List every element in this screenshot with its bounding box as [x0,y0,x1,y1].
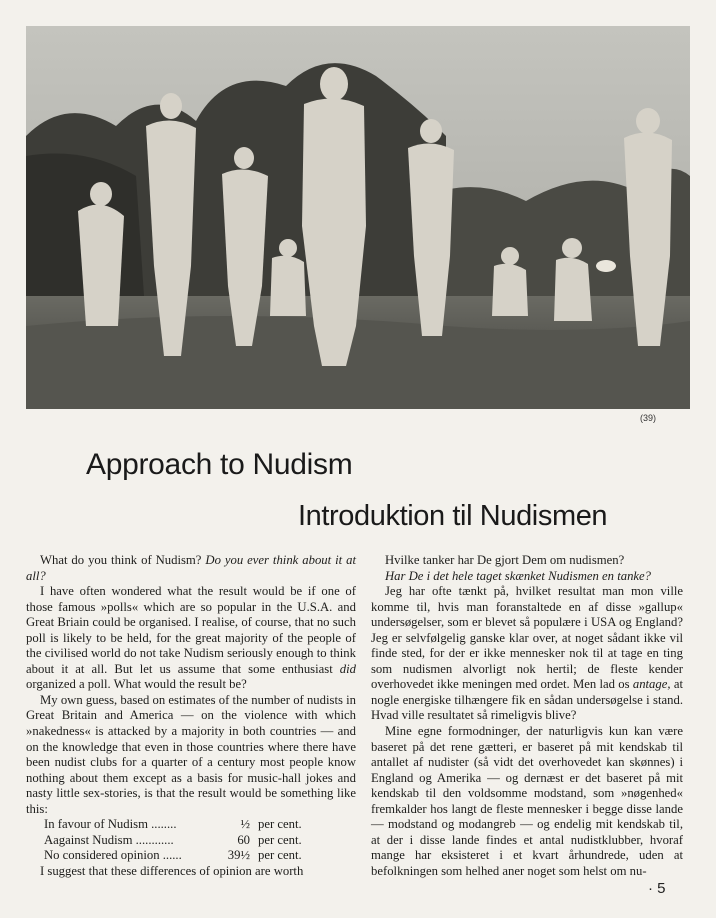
nudist-group-photo [26,26,690,409]
english-paragraph: My own guess, based on estimates of the number of nudists in Great Britain and America — on the violence with which »nakedness« is attacked by a majority in both countries — and on the knowledge that even in those countries where there have been nudist clubs for a quarter of a century most people know nothing about them except as a basis for music-hall jokes and nasty little sex-stories, is that the result would be something like this: [26,692,356,816]
table-row: Aagainst Nudism ............ 60 per cent. [44,832,302,847]
danish-paragraph: Hvilke tanker har De gjort Dem om nudismen? [385,553,625,567]
table-row: In favour of Nudism ........ ½ per cent. [44,817,302,832]
table-row: No considered opinion ...... 39½ per cent. [44,848,302,863]
english-paragraph: What do you think of Nudism? Do you ever think about it at all? [26,553,356,583]
english-column [26,553,356,879]
danish-title: Introduktion til Nudismen [298,500,608,532]
page-number: · 5 [648,880,666,897]
english-paragraph: I suggest that these differences of opinion are worth [40,863,304,878]
photo-caption-number: (39) [640,413,657,423]
danish-column [371,553,683,879]
english-paragraph: I have often wondered what the result would be if one of those famous »polls« which are so popular in the U.S.A. and Great Briain could be organised. I realise, of course, that no such poll is likely to be held, for the great majority of the people of the civilised world do not take Nudism seriously enough to think about it at all. But let us assume that some enthusiast did organized a poll. What would the result be? [26,584,356,692]
danish-paragraph: Jeg har ofte tænkt på, hvilket resultat man mon ville komme til, hvis man foranstaltede en af disse »gallup« undersøgelser, som er blevet så populære i USA og England? Jeg er selvfølgelig ganske klar over, at noget sådant ikke vil finde sted, for der er ikke mennesker nok til at tage en ting som nudismen alvorligt nok hertil; de fleste kender overhovedet ikke meningen med ordet. Men lad os antage, at nogle energiske tilhængere fik en sådan undersøgelse i stand. Hvad ville resultatet så rimeligvis blive? [371,584,683,723]
danish-paragraph: Mine egne formodninger, der naturligvis kun kan være baseret på det rene gætteri, er baseret på mit kendskab til antallet af nudister (så vidt det overhovedet kan skønnes) i England og Amerika — og dernæst er det baseret på mit kendskab til den voldsomme modstand, som »nøgenhed« fremkalder hos langt de fleste mennesker i begge disse lande — modstand og modangreb — og endelig mit kendskab til, at der i disse lande findes et antal nudistklubber, hvoraf mange har eksisteret i et kvart århundrede, uden at befolkningen som helhed aner noget som helst om nu- [371,724,683,878]
english-title: Approach to Nudism [86,448,353,481]
poll-results-table [44,817,302,863]
danish-paragraph: Har De i det hele taget skænket Nudismen en tanke? [385,568,652,583]
